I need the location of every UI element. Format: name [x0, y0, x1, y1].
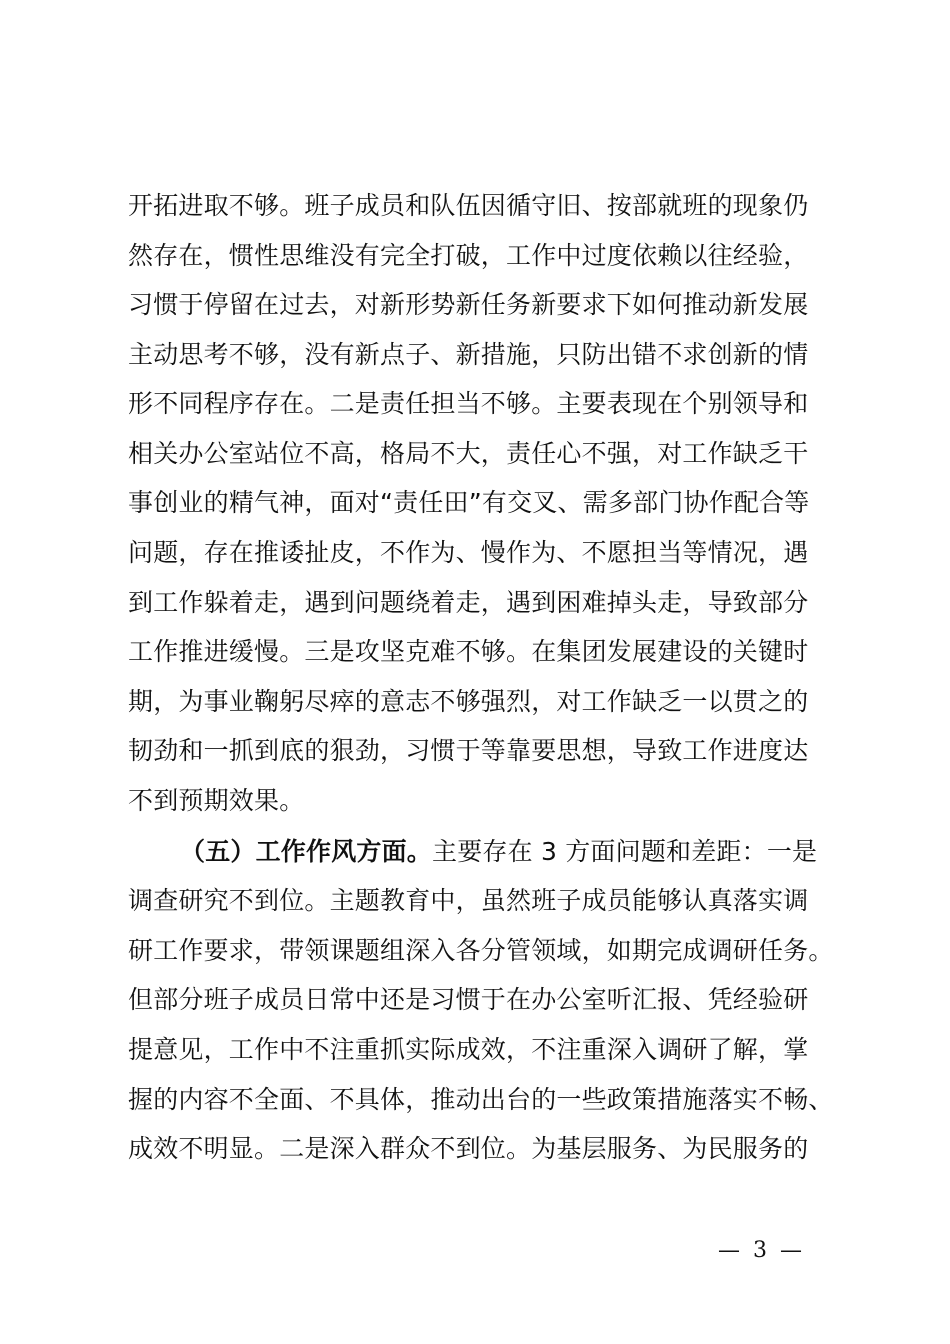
body-text-line: 到工作躲着走，遇到问题绕着走，遇到困难掉头走，导致部分 — [128, 588, 809, 617]
body-text-line: 工作推进缓慢。三是攻坚克难不够。在集团发展建设的关键时 — [128, 637, 809, 666]
body-text-line: 不到预期效果。 — [128, 786, 305, 815]
section-first-line-text: 主要存在 3 方面问题和差距：一是 — [432, 837, 818, 866]
page-number: — 3 — — [718, 1238, 805, 1263]
body-text-line: 然存在，惯性思维没有完全打破，工作中过度依赖以往经验， — [128, 241, 809, 270]
section-first-line — [180, 832, 817, 872]
body-text-line: 相关办公室站位不高，格局不大，责任心不强，对工作缺乏干 — [128, 439, 809, 468]
body-text-line: 形不同程序存在。二是责任担当不够。主要表现在个别领导和 — [128, 389, 809, 418]
body-text-line: 提意见，工作中不注重抓实际成效，不注重深入调研了解，掌 — [128, 1035, 809, 1064]
body-text-line: 成效不明显。二是深入群众不到位。为基层服务、为民服务的 — [128, 1134, 809, 1163]
body-text-line: 期，为事业鞠躬尽瘁的意志不够强烈，对工作缺乏一以贯之的 — [128, 687, 809, 716]
body-text-line: 事创业的精气神，面对“责任田”有交叉、需多部门协作配合等 — [128, 488, 810, 517]
body-text-line: 习惯于停留在过去，对新形势新任务新要求下如何推动新发展 — [128, 290, 809, 319]
body-text-line: 问题，存在推诿扯皮，不作为、慢作为、不愿担当等情况，遇 — [128, 538, 809, 567]
body-text-line: 握的内容不全面、不具体，推动出台的一些政策措施落实不畅、 — [128, 1085, 834, 1114]
body-text-line: 研工作要求，带领课题组深入各分管领域，如期完成调研任务。 — [128, 936, 834, 965]
body-text-line: 开拓进取不够。班子成员和队伍因循守旧、按部就班的现象仍 — [128, 191, 809, 220]
body-text-line: 但部分班子成员日常中还是习惯于在办公室听汇报、凭经验研 — [128, 985, 809, 1014]
body-text-line: 韧劲和一抓到底的狠劲，习惯于等靠要思想，导致工作进度达 — [128, 736, 809, 765]
body-text-line: 调查研究不到位。主题教育中，虽然班子成员能够认真落实调 — [128, 886, 809, 915]
section-heading: （五）工作作风方面。 — [180, 837, 433, 866]
body-text-line: 主动思考不够，没有新点子、新措施，只防出错不求创新的情 — [128, 340, 809, 369]
